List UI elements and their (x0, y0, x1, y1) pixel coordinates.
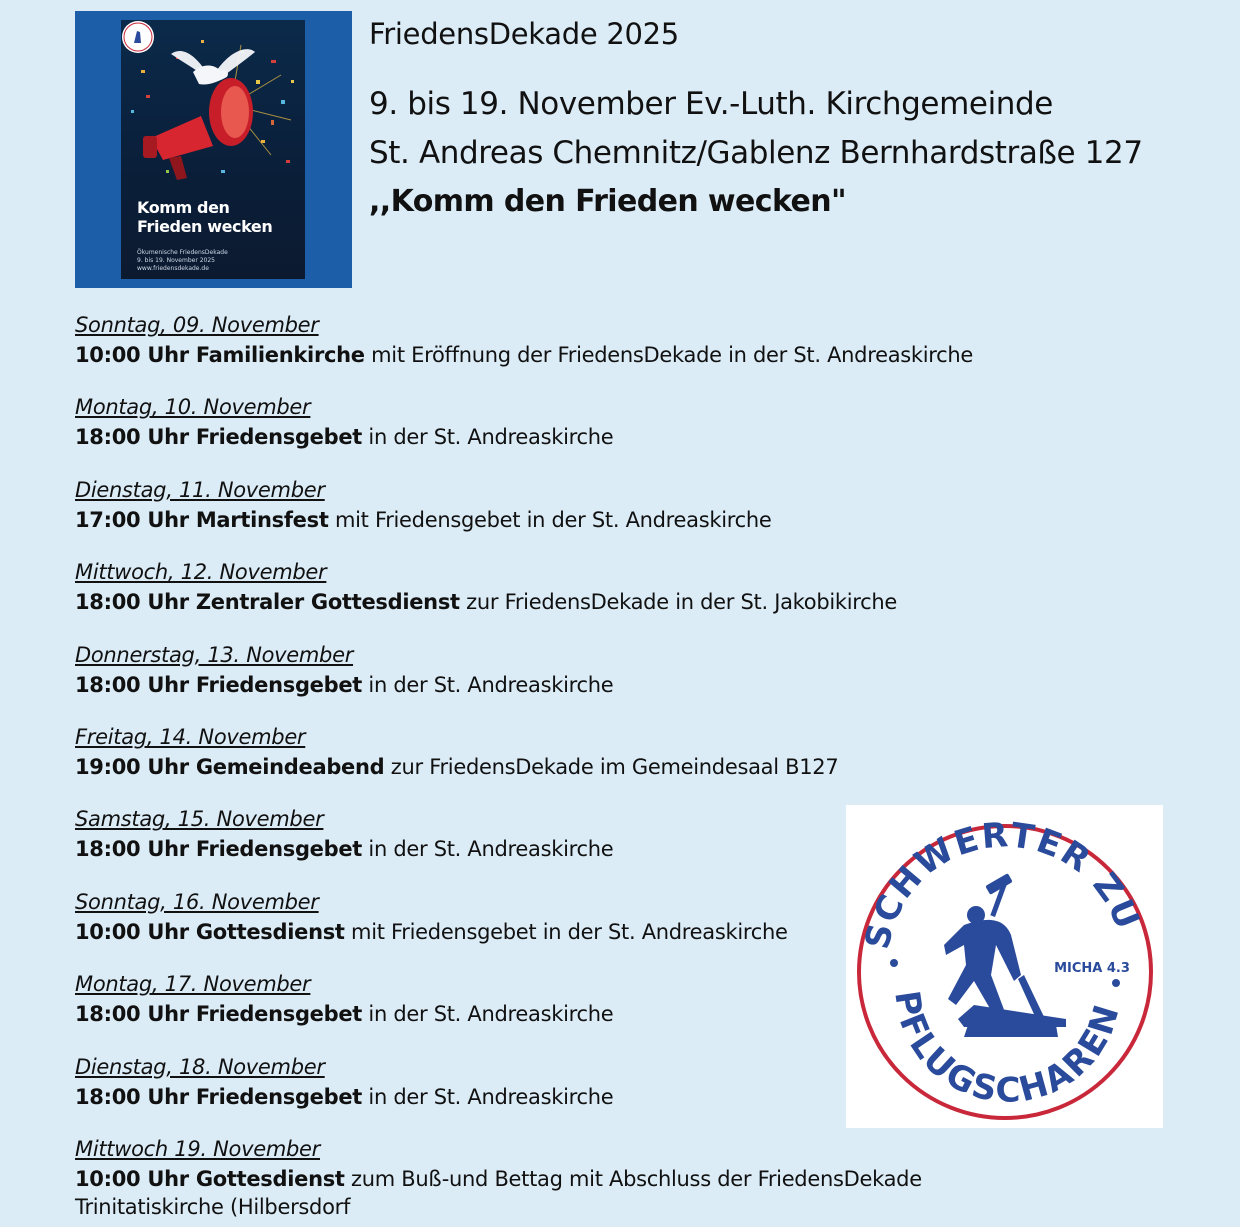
entry-date: Sonntag, 16. November (75, 889, 319, 914)
entry-date: Sonntag, 09. November (75, 313, 319, 337)
entry-time-title: 18:00 Uhr Friedensgebet (75, 1002, 363, 1027)
poster-footnote-line1: Ökumenische FriedensDekade (137, 249, 228, 256)
entry-time-title: 18:00 Uhr Friedensgebet (75, 672, 363, 697)
poster-title-line2: Frieden wecken (137, 217, 273, 236)
entry-time-title: 19:00 Uhr Gemeindeabend (75, 754, 385, 779)
entry-details: in der St. Andreaskirche (362, 1084, 614, 1109)
entry-description (75, 588, 1225, 616)
entry-details: mit Eröffnung der FriedensDekade in der St. Andreaskirche (364, 343, 974, 367)
entry-details: zur FriedensDekade im Gemeindesaal B127 (384, 754, 839, 779)
schedule-entry (75, 559, 1225, 641)
date-congregation-line: 9. bis 19. November Ev.-Luth. Kirchgemeinde (369, 86, 1053, 122)
entry-date: Montag, 17. November (75, 972, 311, 997)
entry-date: Mittwoch, 12. November (75, 560, 327, 585)
poster-title (137, 198, 272, 236)
logo-text-top: SCHWERTER ZU (857, 815, 1148, 953)
poster-footnote-line2: 9. bis 19. November 2025 (137, 257, 215, 264)
poster-seal-icon (121, 20, 155, 54)
entry-details: zum Buß-und Bettag mit Abschluss der FriedensDekade Trinitatiskirche (Hilbersdorf (75, 1166, 922, 1219)
poster-artwork (121, 20, 305, 279)
entry-details: zur FriedensDekade in der St. Jakobikirche (459, 590, 898, 615)
entry-time-title: 10:00 Uhr Familienkirche (75, 343, 365, 367)
entry-details: in der St. Andreaskirche (362, 425, 614, 450)
entry-details: mit Friedensgebet in der St. Andreaskirche (328, 507, 772, 532)
schedule-entry (75, 642, 1225, 724)
schedule-entry (75, 477, 1225, 559)
schwerter-zu-pflugscharen-logo (846, 805, 1163, 1128)
entry-description (75, 1165, 1075, 1221)
logo-bible-reference: MICHA 4.3 (1054, 961, 1130, 976)
poster-title-line1: Komm den (137, 198, 230, 217)
schedule-entry (75, 1136, 1225, 1218)
entry-date: Dienstag, 18. November (75, 1054, 325, 1079)
entry-date: Samstag, 15. November (75, 807, 324, 832)
entry-date: Mittwoch 19. November (75, 1136, 320, 1161)
entry-description (75, 423, 1225, 451)
entry-date: Montag, 10. November (75, 395, 311, 420)
megaphone-dove-illustration (121, 20, 305, 279)
entry-time-title: 18:00 Uhr Friedensgebet (75, 425, 363, 450)
poster-footnote-line3: www.friedensdekade.de (137, 265, 209, 272)
poster-image (75, 11, 352, 288)
entry-date: Dienstag, 11. November (75, 477, 325, 502)
schedule-entry (75, 394, 1225, 476)
address-line: St. Andreas Chemnitz/Gablenz Bernhardstraße 127 (369, 135, 1143, 171)
event-header (369, 14, 1229, 226)
entry-description (75, 341, 1225, 369)
entry-details: in der St. Andreaskirche (362, 837, 614, 862)
entry-time-title: 10:00 Uhr Gottesdienst (75, 1166, 345, 1191)
page-title: FriedensDekade 2025 (369, 17, 679, 51)
entry-description (75, 753, 1225, 781)
poster-footnote (137, 249, 228, 273)
schedule-entry (75, 724, 1225, 806)
entry-time-title: 18:00 Uhr Zentraler Gottesdienst (75, 590, 460, 615)
entry-time-title: 18:00 Uhr Friedensgebet (75, 1084, 363, 1109)
entry-description (75, 506, 1225, 534)
entry-details: mit Friedensgebet in der St. Andreaskirche (344, 919, 788, 944)
entry-time-title: 17:00 Uhr Martinsfest (75, 507, 329, 532)
entry-time-title: 18:00 Uhr Friedensgebet (75, 837, 363, 862)
logo-text-bottom: PFLUGSCHAREN (886, 988, 1129, 1111)
motto: ,,Komm den Frieden wecken" (369, 184, 847, 219)
entry-details: in der St. Andreaskirche (362, 672, 614, 697)
entry-date: Donnerstag, 13. November (75, 642, 354, 667)
entry-details: in der St. Andreaskirche (362, 1002, 614, 1027)
schedule-entry (75, 312, 1225, 394)
entry-date: Freitag, 14. November (75, 724, 306, 749)
entry-time-title: 10:00 Uhr Gottesdienst (75, 919, 345, 944)
swords-to-plowshares-emblem-icon (846, 805, 1163, 1128)
entry-description (75, 671, 1225, 699)
